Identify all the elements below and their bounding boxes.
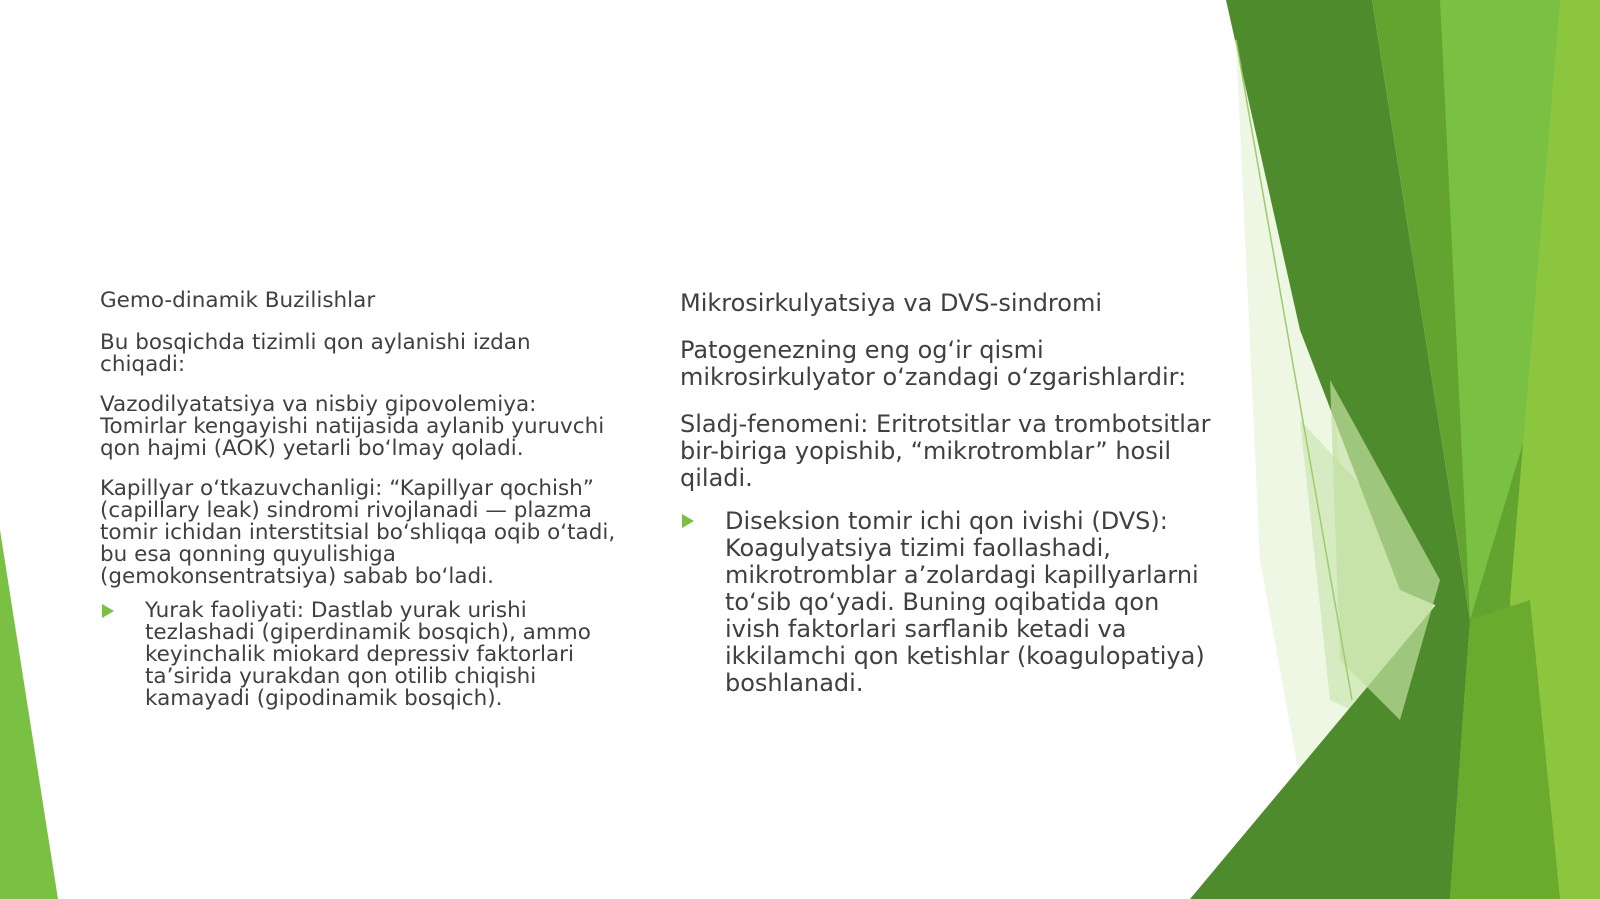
left-column-bullet-text: Yurak faoliyati: Dastlab yurak urishi tezlashadi (giperdinamik bosqich), ammo keyinchalik miokard depressiv faktorlari ta’sirida yurakdan qon otilib chiqishi kamayadi (gipodinamik bosqich).: [145, 598, 591, 711]
triangle-arrow-icon: [682, 514, 694, 528]
triangle-arrow-icon: [102, 604, 114, 618]
left-column: [100, 290, 620, 710]
right-column-intro: Patogenezning eng og‘ir qismi mikrosirkulyator o‘zandagi o‘zgarishlardir:: [680, 336, 1187, 391]
right-column-bullet-text: Diseksion tomir ichi qon ivishi (DVS): Koagulyatsiya tizimi faollashadi, mikrotromblar a’zolardagi kapillyarlarni to‘sib qo‘yadi. Buning oqibatida qon ivish faktorlari sarflanib ketadi va ikkilamchi qon ketishlar (koagulopatiya) boshlanadi.: [725, 507, 1205, 697]
left-column-bullet-heart: [100, 600, 620, 710]
right-column-title: Mikrosirkulyatsiya va DVS-sindromi: [680, 289, 1103, 317]
left-column-intro: Bu bosqichda tizimli qon aylanishi izdan chiqadi:: [100, 330, 531, 377]
left-column-paragraph-vasodilation: Vazodilyatatsiya va nisbiy gipovolemiya: Tomirlar kengayishi natijasida aylanib yuruvchi qon hajmi (AOK) yetarli bo‘lmay qoladi.: [100, 392, 605, 461]
right-column-bullet-dvs: [680, 508, 1220, 697]
right-column-paragraph-sludge: Sladj-fenomeni: Eritrotsitlar va trombotsitlar bir-biriga yopishib, “mikrotromblar” hosil qiladi.: [680, 410, 1211, 492]
left-column-title: Gemo-dinamik Buzilishlar: [100, 288, 376, 313]
right-column: [680, 290, 1220, 697]
left-column-paragraph-capillary: Kapillyar o‘tkazuvchanligi: “Kapillyar qochish” (capillary leak) sindromi rivojlanadi — plazma tomir ichidan interstitsial bo‘shliqqa oqib o‘tadi, bu esa qonning quyulishiga (gemokonsentratsiya) sabab bo‘ladi.: [100, 476, 616, 589]
left-green-sliver: [0, 530, 58, 899]
